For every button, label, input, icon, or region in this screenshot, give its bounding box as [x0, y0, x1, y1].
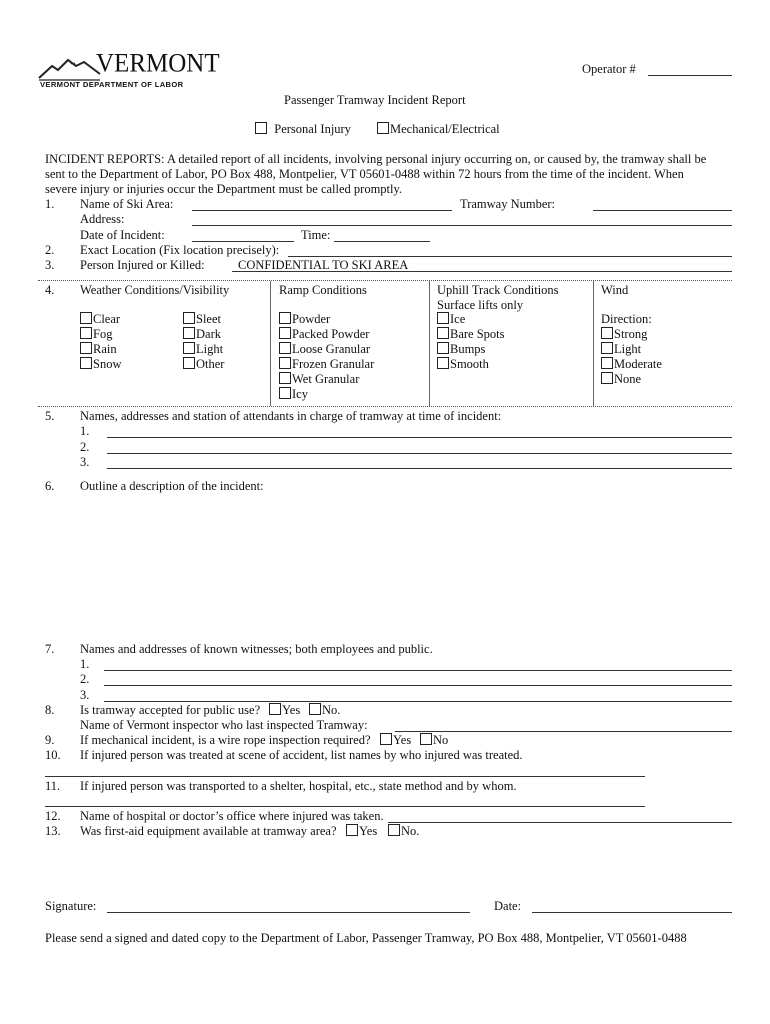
intro-line-3: severe injury or injuries occur the Department must be called promptly. — [45, 182, 403, 196]
mountain-logo-icon — [38, 52, 102, 82]
ramp-option-loose-granular[interactable] — [279, 342, 370, 357]
inspector-label: Name of Vermont inspector who last inspected Tramway: — [80, 718, 368, 732]
person-injured-label: Person Injured or Killed: — [80, 258, 205, 272]
uphill-option-smooth[interactable] — [437, 357, 489, 372]
checkbox[interactable] — [279, 387, 291, 399]
witness-line-number: 3. — [80, 688, 90, 702]
checkbox[interactable] — [437, 342, 449, 354]
description-area[interactable] — [80, 496, 732, 636]
attendant-line-number: 2. — [80, 440, 90, 454]
uphill-option-ice[interactable] — [437, 312, 465, 327]
checkbox[interactable] — [183, 327, 195, 339]
option-label: Wet Granular — [292, 372, 360, 386]
person-injured-field[interactable] — [232, 271, 732, 272]
wind-heading: Wind — [601, 283, 629, 297]
wind-option-strong[interactable] — [601, 327, 647, 342]
checkbox[interactable] — [80, 342, 92, 354]
checkbox[interactable] — [80, 357, 92, 369]
checkbox[interactable] — [601, 372, 613, 384]
witness-line-number: 2. — [80, 672, 90, 686]
inspector-field[interactable] — [395, 731, 732, 732]
ramp-option-icy[interactable] — [279, 387, 308, 402]
wire-rope-no-option[interactable] — [420, 733, 448, 748]
item-number: 7. — [45, 642, 55, 656]
conditions-top-border — [38, 280, 732, 281]
checkbox[interactable] — [269, 703, 281, 715]
option-label: No. — [322, 703, 341, 717]
weather-option-sleet[interactable] — [183, 312, 221, 327]
mechanical-option[interactable] — [377, 122, 500, 137]
checkbox[interactable] — [437, 312, 449, 324]
checkbox[interactable] — [380, 733, 392, 745]
checkbox[interactable] — [80, 312, 92, 324]
operator-field[interactable] — [648, 75, 732, 76]
item-number: 12. — [45, 809, 61, 823]
tramway-number-label: Tramway Number: — [460, 197, 556, 211]
logo-wordmark: VERMONT — [96, 49, 220, 78]
checkbox[interactable] — [279, 372, 291, 384]
exact-location-label: Exact Location (Fix location precisely): — [80, 243, 280, 257]
time-field[interactable] — [334, 241, 430, 242]
submission-instructions: Please send a signed and dated copy to the Department of Labor, Passenger Tramway, PO Box 488, Montpelier, VT 05601-0488 — [45, 931, 687, 945]
option-label: No. — [401, 824, 420, 838]
checkbox[interactable] — [388, 824, 400, 836]
item-number: 13. — [45, 824, 61, 838]
signature-label: Signature: — [45, 899, 97, 913]
date-of-incident-label: Date of Incident: — [80, 228, 165, 242]
witness-field-2[interactable] — [104, 685, 732, 686]
item-number: 2. — [45, 243, 55, 257]
option-label: Powder — [292, 312, 331, 326]
ski-area-field[interactable] — [192, 210, 452, 211]
option-label: Dark — [196, 327, 221, 341]
option-label: Strong — [614, 327, 648, 341]
weather-option-rain[interactable] — [80, 342, 117, 357]
weather-option-clear[interactable] — [80, 312, 120, 327]
option-label: No — [433, 733, 449, 747]
attendant-field-1[interactable] — [107, 437, 732, 438]
item-number: 1. — [45, 197, 55, 211]
mechanical-checkbox[interactable] — [377, 122, 389, 134]
weather-option-light[interactable] — [183, 342, 223, 357]
public-use-question: Is tramway accepted for public use? — [80, 703, 261, 717]
personal-injury-option[interactable] — [255, 122, 351, 137]
hospital-question: Name of hospital or doctor’s office where injured was taken. — [80, 809, 384, 823]
option-label: Sleet — [196, 312, 221, 326]
intro-line-1: INCIDENT REPORTS: A detailed report of all incidents, involving personal injury occurring on, or caused by, the tramway shall be — [45, 152, 707, 166]
checkbox[interactable] — [437, 327, 449, 339]
option-label: Yes — [282, 703, 301, 717]
exact-location-field[interactable] — [288, 256, 732, 257]
option-label: Light — [196, 342, 224, 356]
attendant-field-3[interactable] — [107, 468, 732, 469]
personal-injury-checkbox[interactable] — [255, 122, 267, 134]
ramp-option-powder[interactable] — [279, 312, 330, 327]
item-number: 11. — [45, 779, 61, 793]
uphill-subheading: Surface lifts only — [437, 298, 524, 312]
conditions-bottom-border — [38, 406, 732, 407]
option-label: Yes — [359, 824, 378, 838]
witness-line-number: 1. — [80, 657, 90, 671]
hospital-field[interactable] — [388, 822, 732, 823]
tramway-number-field[interactable] — [593, 210, 732, 211]
checkbox[interactable] — [601, 327, 613, 339]
operator-label: Operator # — [582, 62, 636, 76]
weather-option-other[interactable] — [183, 357, 224, 372]
option-label: Other — [196, 357, 225, 371]
address-field[interactable] — [192, 225, 732, 226]
checkbox[interactable] — [183, 357, 195, 369]
checkbox[interactable] — [437, 357, 449, 369]
checkbox[interactable] — [279, 312, 291, 324]
option-label: None — [614, 372, 642, 386]
weather-heading: Weather Conditions/Visibility — [80, 283, 230, 297]
option-label: Loose Granular — [292, 342, 371, 356]
checkbox[interactable] — [601, 342, 613, 354]
ramp-heading: Ramp Conditions — [279, 283, 367, 297]
public-use-yes-option[interactable] — [269, 703, 300, 718]
first-aid-no-option[interactable] — [388, 824, 419, 839]
conditions-divider — [429, 281, 430, 406]
logo-subtitle: VERMONT DEPARTMENT OF LABOR — [40, 80, 184, 89]
uphill-option-bare-spots[interactable] — [437, 327, 505, 342]
witnesses-question: Names and addresses of known witnesses; both employees and public. — [80, 642, 433, 656]
item-number: 3. — [45, 258, 55, 272]
witness-field-1[interactable] — [104, 670, 732, 671]
checkbox[interactable] — [183, 312, 195, 324]
checkbox[interactable] — [279, 357, 291, 369]
uphill-option-bumps[interactable] — [437, 342, 485, 357]
item-number: 4. — [45, 283, 55, 297]
public-use-no-option[interactable] — [309, 703, 340, 718]
uphill-heading: Uphill Track Conditions — [437, 283, 559, 297]
wind-direction-label: Direction: — [601, 312, 652, 326]
weather-option-snow[interactable] — [80, 357, 121, 372]
description-question: Outline a description of the incident: — [80, 479, 264, 493]
intro-line-2: sent to the Department of Labor, PO Box 488, Montpelier, VT 05601-0488 within 72 hours from the time of the incident. When — [45, 167, 684, 181]
option-label: Ice — [450, 312, 466, 326]
wind-option-none[interactable] — [601, 372, 641, 387]
ramp-option-frozen-granular[interactable] — [279, 357, 374, 372]
option-label: Fog — [93, 327, 113, 341]
wind-option-light[interactable] — [601, 342, 641, 357]
date-field[interactable] — [532, 912, 732, 913]
checkbox[interactable] — [279, 342, 291, 354]
wire-rope-yes-option[interactable] — [380, 733, 411, 748]
item-number: 9. — [45, 733, 55, 747]
option-label: Snow — [93, 357, 122, 371]
checkbox[interactable] — [80, 327, 92, 339]
attendant-field-2[interactable] — [107, 453, 732, 454]
checkbox[interactable] — [601, 357, 613, 369]
checkbox[interactable] — [279, 327, 291, 339]
mechanical-label: Mechanical/Electrical — [390, 122, 500, 136]
option-label: Bumps — [450, 342, 486, 356]
weather-option-dark[interactable] — [183, 327, 221, 342]
option-label: Bare Spots — [450, 327, 505, 341]
conditions-divider — [593, 281, 594, 406]
wind-option-moderate[interactable] — [601, 357, 662, 372]
treated-at-scene-question: If injured person was treated at scene of accident, list names by who injured was treated. — [80, 748, 523, 762]
weather-option-fog[interactable] — [80, 327, 112, 342]
first-aid-question: Was first-aid equipment available at tramway area? — [80, 824, 337, 838]
item-number: 6. — [45, 479, 55, 493]
option-label: Packed Powder — [292, 327, 370, 341]
item-number: 8. — [45, 703, 55, 717]
option-label: Clear — [93, 312, 121, 326]
transport-question: If injured person was transported to a shelter, hospital, etc., state method and by whom. — [80, 779, 517, 793]
time-label: Time: — [301, 228, 331, 242]
logo — [38, 49, 220, 92]
page-title: Passenger Tramway Incident Report — [284, 93, 466, 107]
item-number: 5. — [45, 409, 55, 423]
option-label: Rain — [93, 342, 117, 356]
option-label: Frozen Granular — [292, 357, 375, 371]
ramp-option-packed-powder[interactable] — [279, 327, 369, 342]
witness-field-3[interactable] — [104, 701, 732, 702]
treated-at-scene-field[interactable] — [45, 776, 645, 777]
attendant-line-number: 1. — [80, 424, 90, 438]
attendants-question: Names, addresses and station of attendants in charge of tramway at time of incident: — [80, 409, 502, 423]
ski-area-label: Name of Ski Area: — [80, 197, 174, 211]
checkbox[interactable] — [309, 703, 321, 715]
option-label: Icy — [292, 387, 308, 401]
option-label: Light — [614, 342, 642, 356]
date-of-incident-field[interactable] — [192, 241, 294, 242]
item-number: 10. — [45, 748, 61, 762]
ramp-option-wet-granular[interactable] — [279, 372, 359, 387]
wire-rope-question: If mechanical incident, is a wire rope inspection required? — [80, 733, 371, 747]
checkbox[interactable] — [346, 824, 358, 836]
transport-field[interactable] — [45, 806, 645, 807]
option-label: Yes — [393, 733, 412, 747]
date-label: Date: — [494, 899, 522, 913]
checkbox[interactable] — [420, 733, 432, 745]
option-label: Moderate — [614, 357, 662, 371]
attendant-line-number: 3. — [80, 455, 90, 469]
first-aid-yes-option[interactable] — [346, 824, 377, 839]
signature-field[interactable] — [107, 912, 470, 913]
conditions-divider — [270, 281, 271, 406]
option-label: Smooth — [450, 357, 489, 371]
personal-injury-label: Personal Injury — [274, 122, 351, 136]
address-label: Address: — [80, 212, 125, 226]
confidential-notice: CONFIDENTIAL TO SKI AREA — [238, 258, 409, 272]
checkbox[interactable] — [183, 342, 195, 354]
